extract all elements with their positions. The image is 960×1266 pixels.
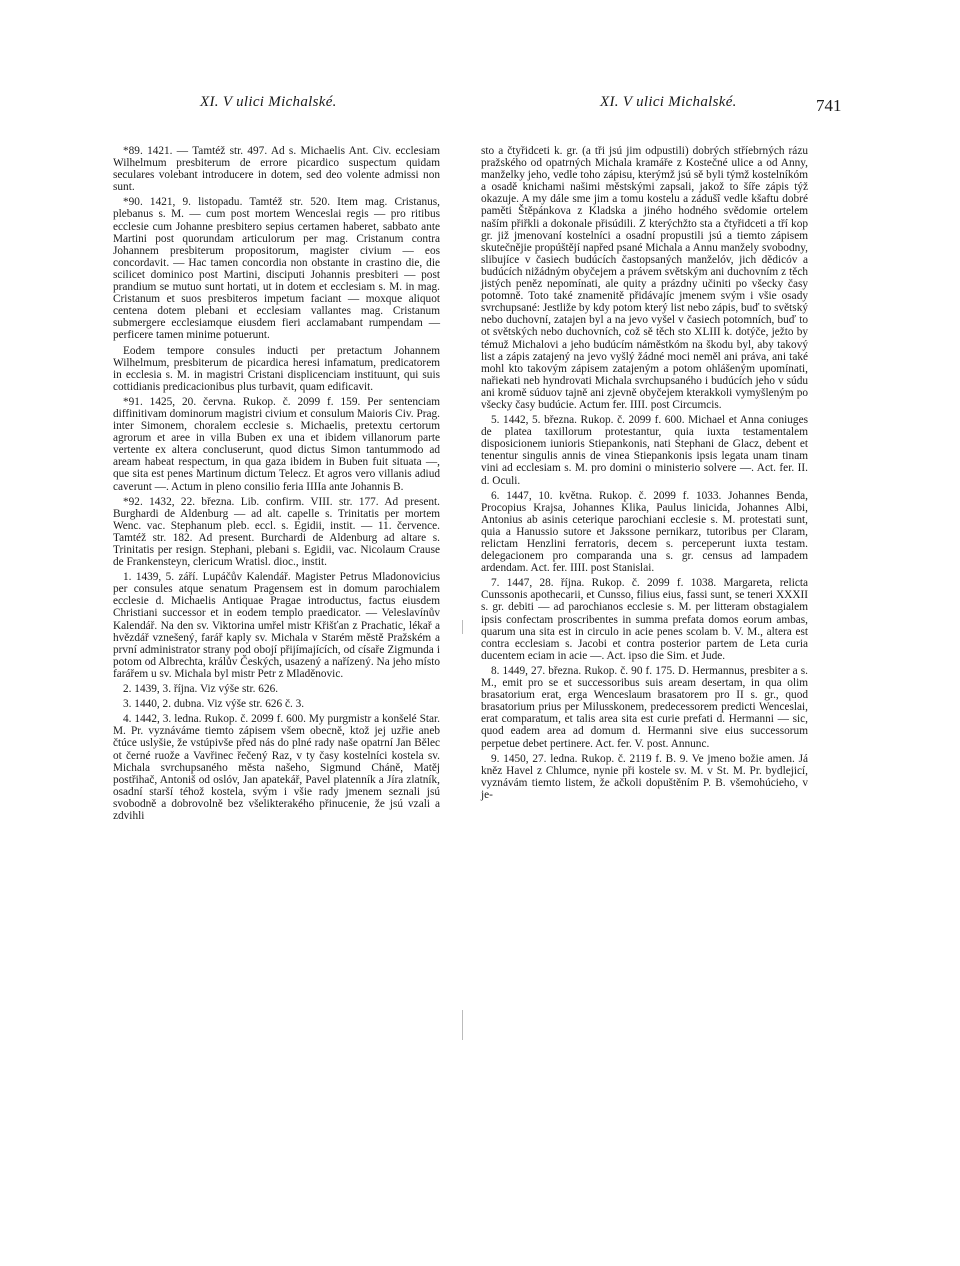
left-column [113,145,440,825]
entry-6: 6. 1447, 10. května. Rukop. č. 2099 f. 1033. Johannes Benda, Procopius Krajsa, Johannes Klika, Paulus linicida, Johannes Albi, Antonius ab asinis ceterique parochiani ecclesie s. M. protestati sunt, quia a Hanussio sutore et Jakssone pernikarz, tutoribus per Claram, relictam Henzlini ferratoris, decem s. perceperunt iuxta testam. delegacionem pro comparanda una s. gr. census ad lampadem ardendam. Act. fer. IIII. post Stanislai. [481,489,808,575]
entry-89: *89. 1421. — Tamtéž str. 497. Ad s. Michaelis Ant. Civ. ecclesiam Wilhelmum presbiterum de errore picardico suspectum quidam seculares volebant introducere in dotem, sed deo volente admissi non sunt. [113,145,440,194]
entry-3: 3. 1440, 2. dubna. Viz výše str. 626 č. 3. [123,698,305,711]
entry-2: 2. 1439, 3. října. Viz výše str. 626. [123,683,279,696]
running-title-right: XI. V ulici Michalské. [600,94,737,110]
entry-4: 4. 1442, 3. ledna. Rukop. č. 2099 f. 600. My purgmistr a konšelé Star. M. Pr. vyznáváme tiemto zápisem všem obecně, ktož jej uzřie aneb čtúce uslyšie, že vstúpivše před nás do plné rady naše opatrní Jan Bělec ot černé ruože a Vavřinec řečený Raz, v ty časy kostelníci kostela sv. Michala svrchupsaného města našeho, Sigmund Cháně, Matěj postřihač, Antoniš od oslóv, Jan apatekář, Pavel platenník a Jíra zlatník, osadní starší téhož kostela, svým i všie rady jmenem seznali jsú svobodně a dobrovolně bez všelikterakého přinucenie, že jsú vzali a zdvihli [113,713,440,822]
column-divider-mark [462,620,463,634]
entry-1: 1. 1439, 5. září. Lupáčův Kalendář. Magister Petrus Mladonovicius per consules atque senatum Pragensem est in domum parochialem ecclesie d. Michaelis Antiquae Pragae introductus, factus eiusdem Christiani successor et in eodem templo praedicator. — Veleslavínův Kalendář. Na den sv. Viktorina umřel mistr Křišťan z Prachatic, lékař a hvězdář vznešený, farář kaply sv. Michala v Starém městě Pražském a první administrator strany pod obojí přijímajících, od císaře Zigmunda i potom od Albrechta, králův Českých, usazený a nařízený. Na jeho místo farářem u sv. Michala byl mistr Petr z Mladěnovic. [113,571,440,680]
entry-7: 7. 1447, 28. října. Rukop. č. 2099 f. 1038. Margareta, relicta Cunssonis apothecarii, et Cunsso, filius eius, fassi sunt, se teneri XXXII s. gr. debiti — ad parochianos ecclesie s. M. per litteram obstagialem ipsis confectam proscribentes in summa prefata domos eorum ambas, quarum una sita est in circulo in acie penes scolam b. V. M., altera est contra ecclesiam s. Jacobi et contra posterior partem de Leta curia ducentem eciam in acie —. Act. ipso die Sim. et Jude. [481,577,808,662]
entry-5: 5. 1442, 5. března. Rukop. č. 2099 f. 600. Michael et Anna coniuges de platea taxillorum protestantur, quia iuxta testamentalem disposicionem iunioris Stiepankonis, nati Stephani de Glacz, debent et tenentur singulis annis de vinea Stiepankonis ipsis legata unam tinam vini ad ecclesiam s. M. pro domini o ministerio solvere —. Act. fer. II. d. Oculi. [481,414,808,487]
entry-91: *91. 1425, 20. června. Rukop. č. 2099 f. 159. Per sentenciam diffinitivam dominorum magistri civium et consulum Maioris Civ. Prag. inter Simonem, choralem ecclesie s. Michaelis, pretextu certorum agrorum et aree in villa Buben ex una et ibidem villanorum parte vertente ex altera concluserunt, quod dictus Simon tantummodo ad aream habeat respectum, in qua gaza ibidem in Buben fuit situata —, que sita est penes Martinum dictum Telecz. Et agros vero villanis adiud caverunt —. Actum in pleno consilio feria IIIIa ante Johannis B. [113,395,440,493]
running-title-left: XI. V ulici Michalské. [200,94,337,110]
entry-8: 8. 1449, 27. března. Rukop. č. 90 f. 175. D. Hermannus, presbiter a s. M., emit pro se et successoribus suis aream desertam, in qua olim brasatorium erat, erga Wenceslaum brasatorem pro II s. gr., quod brasatorium prius per Milusskonem, predecessorem predicti Wenceslai, erat comparatum, et talis area sita est curie prefati d. Hermanni — sic, quod eadem area ad domum d. Hermanni sive eius successorum perpetue debet pertinere. Act. fer. V. post. Annunc. [481,664,808,750]
page-number: 741 [816,96,842,115]
right-column [481,145,808,804]
entry-9: 9. 1450, 27. ledna. Rukop. č. 2119 f. B. 9. Ve jmeno božie amen. Já kněz Havel z Chlumce, nynie při kostele sv. M. v St. M. Pr. bydlejicí, vyznávám tiemto listem, že ačkoli dopuštěním P. B. všemohúcieho, v je- [481,752,808,801]
entry-90-continuation: Eodem tempore consules inducti per pretactum Johannem Wilhelmum, presbiterum de picardica heresi infamatum, predicatorem in ecclesia s. M. in magistri Cristani displicenciam instituunt, qui suis cottidianis predicacionibus plus turbavit, quam edificavit. [113,344,440,393]
entry-90: *90. 1421, 9. listopadu. Tamtéž str. 520. Item mag. Cristanus, plebanus s. M. — cum post mortem Wenceslai regis — pro ritibus ecclesie cum Johanne presbitero sepius certamen haberet, sabbato ante Martini post quorundam articulorum per mag. Cristanum contra Johannem presbiterum propositorum, magister civium — eos concordavit. — Hac tamen concordia non obstante in crastino die, die scilicet dominico post Martini, disciputi Johannis presbiteri — post prandium se mutuo sunt hortati, ut in dotem et ecclesiam s. M. in mag. Cristanum et suos presbiteros impetum faciant — moxque aliquot centena dotem plebani et ecclesiam vallantes mag. Cristanum submergere ecclesiamque eiusdem fieri acclamabant rumpendam — perficere tamen minime potuerunt. [113,196,440,342]
entry-92: *92. 1432, 22. března. Lib. confirm. VIII. str. 177. Ad present. Burghardi de Aldenburg — ad alt. capelle s. Trinitatis per mortem Wenc. vac. Stephanum pleb. eccl. s. Egidii, instit. — 11. července. Tamtéž str. 182. Ad present. Burchardi de Aldenburg ad altare s. Trinitatis per resign. Stephani, plebani s. Egidii, vac. Nicolaum Crause de Frankensteyn, clericum Wratisl. dioc., instit. [113,495,440,569]
entry-4-continuation: sto a čtyřidceti k. gr. (a tři jsú jim odpustili) dobrých stříebrných rázu pražského od opatrných Michala kramáře z Kostečné ulice a od Anny, manželky jeho, vedle toho zápisu, kterýmž jsú sě byli týmž kostelníkóm a osadě knichami našimi městskými zapsali, jakož to šíře zápis týž okazuje. A my dále sme jim a tomu kostelu a zádušî vedle kšaftu dobré paměti Štěpánkova z Kladska a jiného hodného svědomie ortelem naším přiřkli a dokonale přisúdili. Z kterýchžto sta a čtyřidceti a tří kop gr. již jmenovaní kostelníci a osadní propustili jsú a tiemto zápisem skutečnějie propúštějí napřed psané Michala a Annu manžely svobodny, slibujíce v časiech budúcích častopsaných manželóv, jich dědicóv a budúcích nižádným obyčejem a právem světským ani duchovním z těch jistých peněz nepomínati, ale quity a prázdny učiniti po všecky časy potomně. Toto také znamenitě přidávajíc jmenem svým i všie osady svrchupsané: Jestliže by kdy potom který list nebo zápis, buď to světský nebo duchovní, zatajen byl a na jevo vyšel v časiech potomních, buď to ot světských nebo duchovních, což sě těch sto XLIII k. dotýče, ježto by témuž Michalovi a jeho budúcím náměstkóm na škodu byl, aby takový list a zápis zatajený na jevo vyšlý žádné moci neměl ani práva, ani také mohl kto takovým zápisem zatajeným a potom ohlášeným upomínati, nařiekati neb hyndrovati Michala svrchupsaného i budúcích jeho v súdu ani kromě súduov tajně ani zjevně obyčejem kterakkoli vymyšleným po všecky časy budúcie. Actum fer. IIII. post Circumcis. [481,145,808,411]
column-divider-mark [462,1010,463,1040]
